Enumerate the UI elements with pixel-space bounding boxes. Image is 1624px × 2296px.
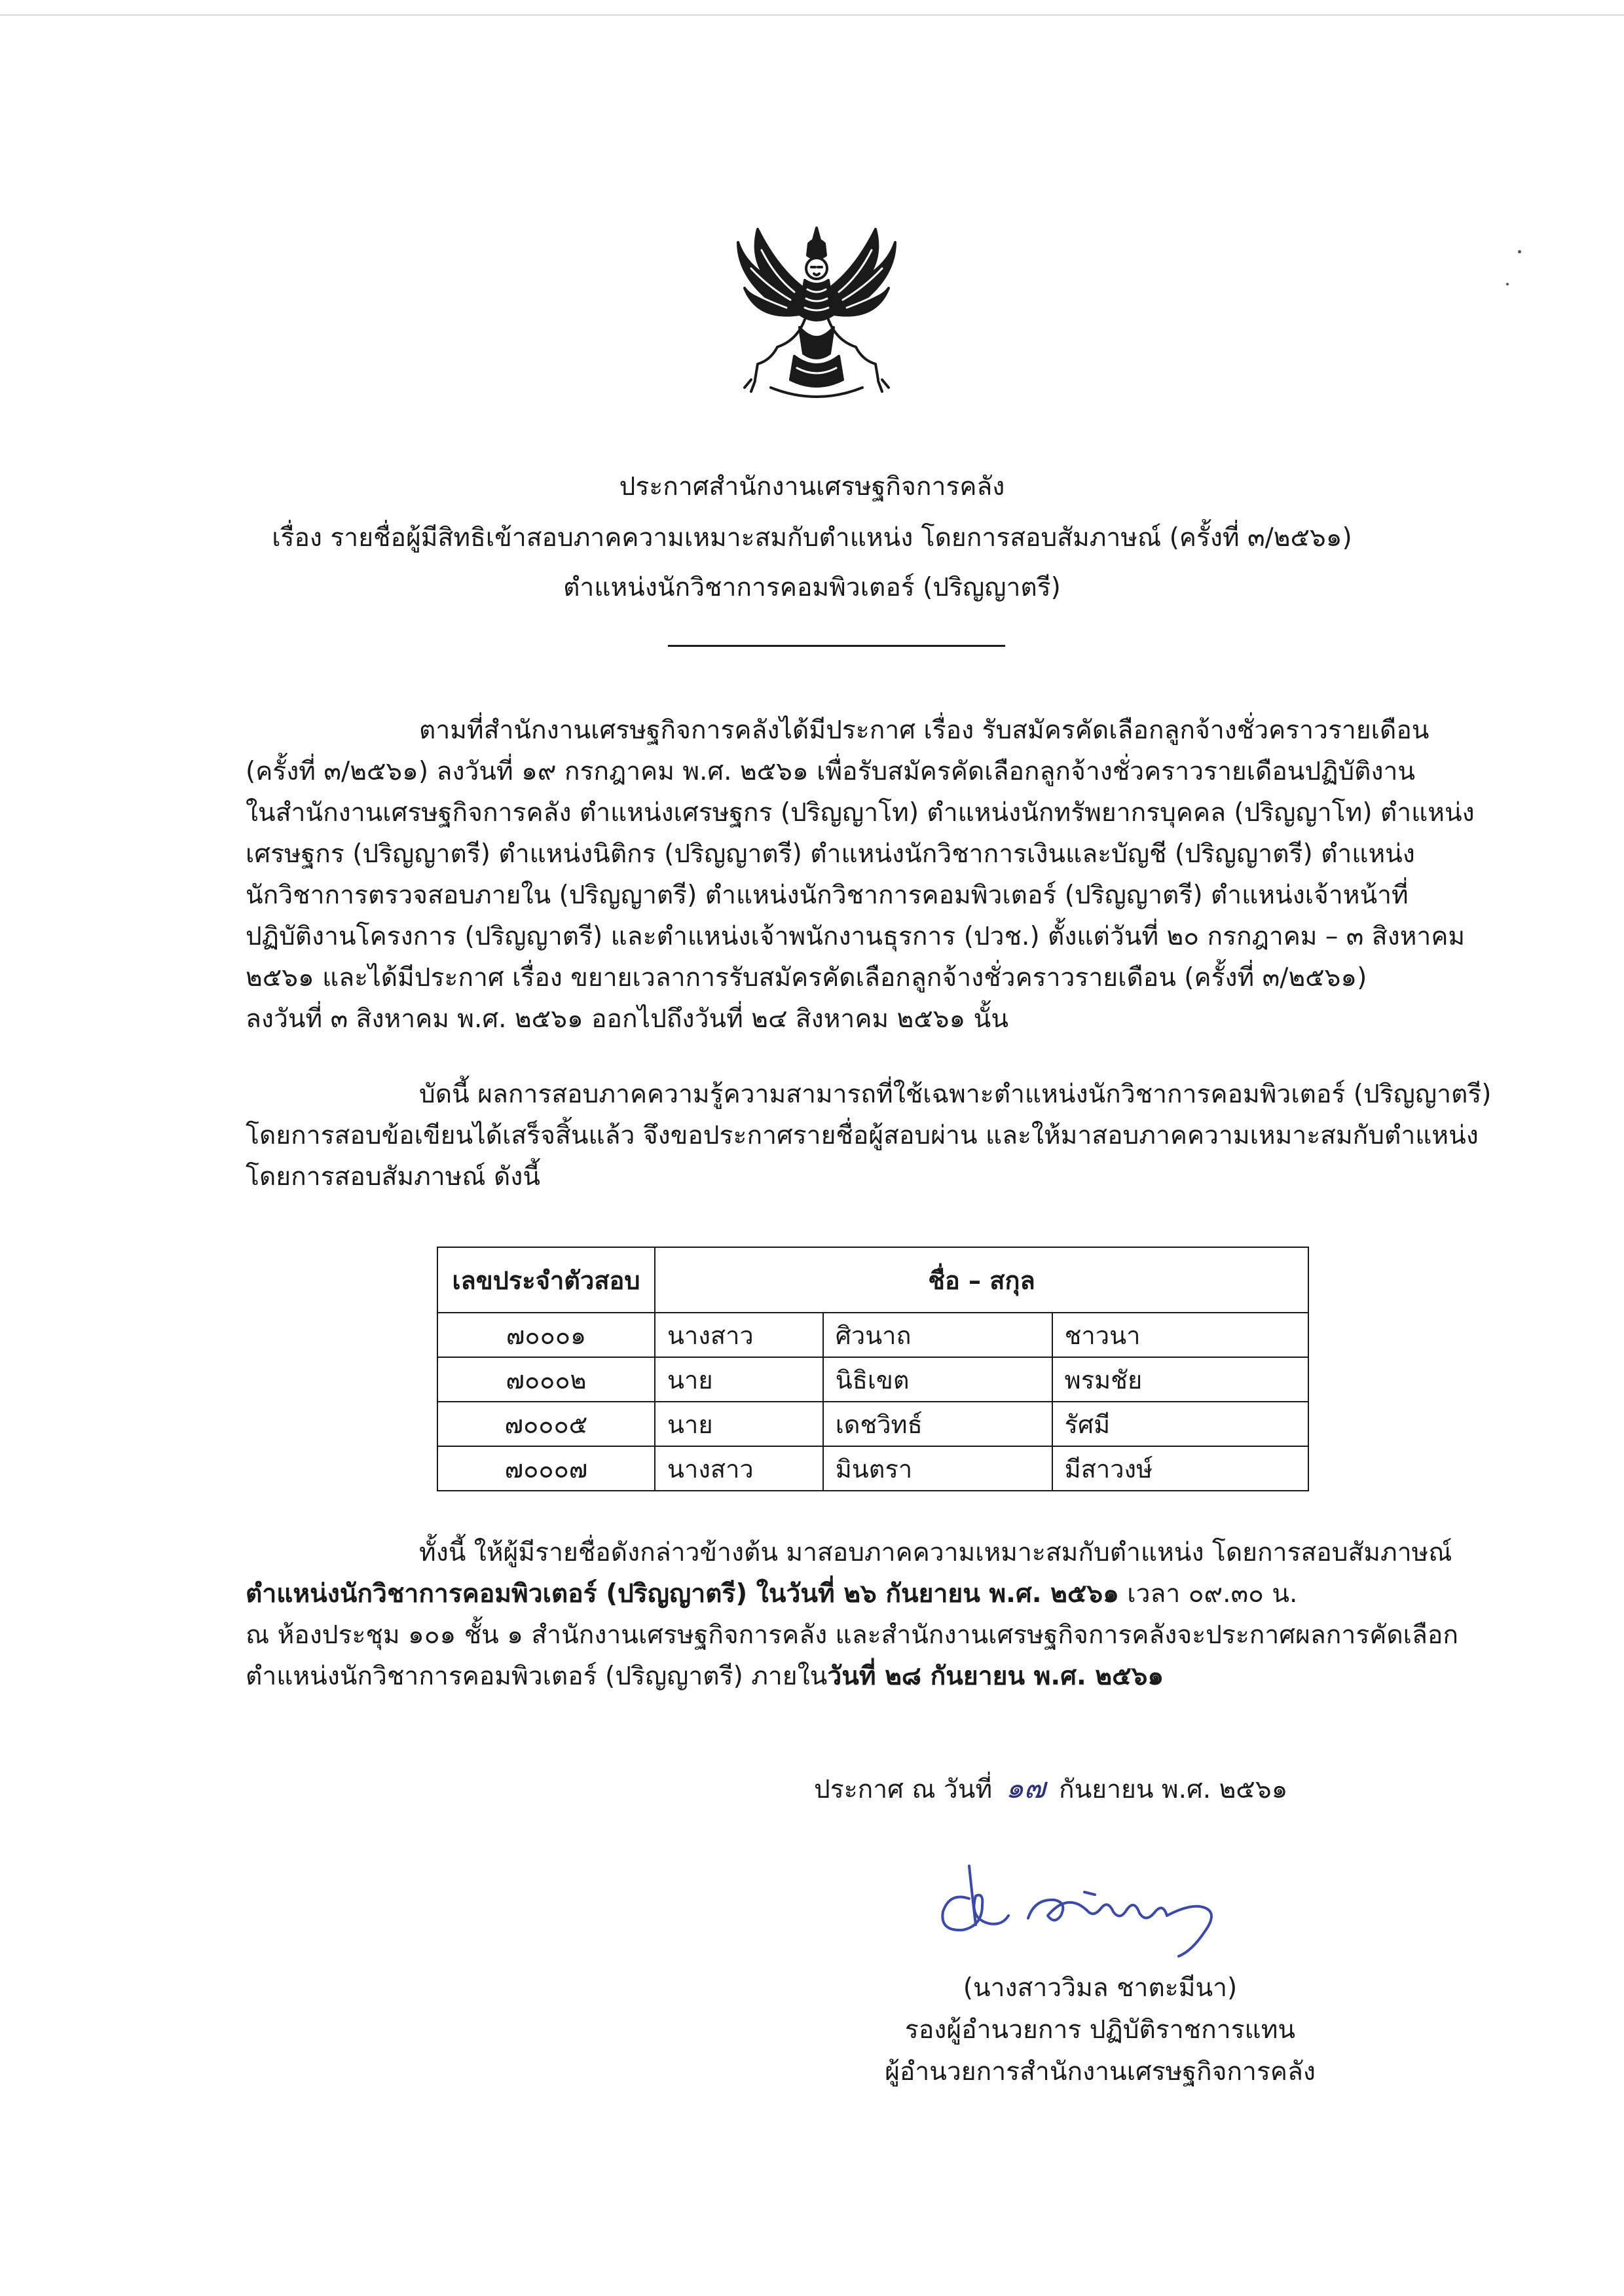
candidate-table <box>437 1247 1309 1491</box>
last-name-cell: พรมชัย <box>1052 1357 1308 1402</box>
scan-speck <box>1518 250 1521 253</box>
handwritten-day: ๑๗ <box>1005 1772 1046 1805</box>
title-cell: นางสาว <box>655 1446 823 1491</box>
last-name-cell: มีสาวงษ์ <box>1052 1446 1308 1491</box>
signer-name: (นางสาววิมล ชาตะมีนา) <box>963 1973 1238 2003</box>
title-cell: นาย <box>655 1402 823 1446</box>
date-prefix: ประกาศ ณ วันที่ <box>814 1775 993 1804</box>
paragraph-line: ๒๕๖๑ และได้มีประกาศ เรื่อง ขยายเวลาการรับสมัครคัดเลือกลูกจ้างชั่วคราวรายเดือน (ครั้งที่ ๓/๒๕๖๑) <box>246 963 1367 993</box>
first-name-cell: นิธิเขต <box>823 1357 1052 1402</box>
scan-edge-line <box>0 14 1624 16</box>
paragraph-line: ในสำนักงานเศรษฐกิจการคลัง ตำแหน่งเศรษฐกร (ปริญญาโท) ตำแหน่งนักทรัพยากรบุคคล (ปริญญาโท) ตำแหน่ง <box>246 798 1475 828</box>
announcement-position: ตำแหน่งนักวิชาการคอมพิวเตอร์ (ปริญญาตรี) <box>563 573 1061 602</box>
table-row <box>437 1313 1308 1357</box>
table-row <box>437 1357 1308 1402</box>
first-name-cell: เดชวิทธ์ <box>823 1402 1052 1446</box>
result-date-bold: วันที่ ๒๘ กันยายน พ.ศ. ๒๕๖๑ <box>827 1662 1164 1691</box>
title-underline <box>668 645 1005 647</box>
scan-speck <box>1506 283 1509 285</box>
last-name-cell: ชาวนา <box>1052 1313 1308 1357</box>
title-cell: นาย <box>655 1357 823 1402</box>
exam-id-cell: ๗๐๐๐๒ <box>437 1357 655 1402</box>
paragraph-background <box>246 710 1483 1040</box>
title-cell: นางสาว <box>655 1313 823 1357</box>
paragraph-line: โดยการสอบสัมภาษณ์ ดังนี้ <box>246 1162 541 1192</box>
paragraph-line <box>246 1656 1483 1697</box>
signer-position: รองผู้อำนวยการ ปฏิบัติราชการแทน <box>904 2015 1296 2045</box>
paragraph-line: บัดนี้ ผลการสอบภาคความรู้ความสามารถที่ใช้เฉพาะตำแหน่งนักวิชาการคอมพิวเตอร์ (ปริญญาตรี) <box>419 1080 1492 1109</box>
paragraph-result <box>246 1074 1492 1197</box>
paragraph-line: โดยการสอบข้อเขียนได้เสร็จสิ้นแล้ว จึงขอประกาศรายชื่อผู้สอบผ่าน และให้มาสอบภาคความเหมาะสมกับตำแหน่ง <box>246 1121 1479 1150</box>
paragraph-line <box>246 1573 1483 1614</box>
last-name-cell: รัศมี <box>1052 1402 1308 1446</box>
announcement-title: ประกาศสำนักงานเศรษฐกิจการคลัง <box>619 472 1005 501</box>
interview-time: เวลา ๐๙.๓๐ น. <box>1118 1579 1298 1609</box>
paragraph-line: นักวิชาการตรวจสอบภายใน (ปริญญาตรี) ตำแหน่งนักวิชาการคอมพิวเตอร์ (ปริญญาตรี) ตำแหน่งเจ้าหน้าที่ <box>246 881 1409 910</box>
announcement-date <box>814 1768 1287 1811</box>
table-row <box>437 1446 1308 1491</box>
date-suffix: กันยายน พ.ศ. ๒๕๖๑ <box>1059 1775 1288 1804</box>
paragraph-line: ปฏิบัติงานโครงการ (ปริญญาตรี) และตำแหน่งเจ้าพนักงานธุรการ (ปวช.) ตั้งแต่วันที่ ๒๐ กรกฎาคม – ๓ สิงหาคม <box>246 922 1466 951</box>
paragraph-interview <box>246 1532 1483 1697</box>
interview-date-bold: ตำแหน่งนักวิชาการคอมพิวเตอร์ (ปริญญาตรี) ในวันที่ ๒๖ กันยายน พ.ศ. ๒๕๖๑ <box>246 1579 1119 1609</box>
table-row <box>437 1402 1308 1446</box>
announcement-subject: เรื่อง รายชื่อผู้มีสิทธิเข้าสอบภาคความเหมาะสมกับตำแหน่ง โดยการสอบสัมภาษณ์ (ครั้งที่ ๓/๒๕๖๑) <box>272 523 1352 553</box>
signature <box>930 1853 1238 1958</box>
table-header-row <box>437 1247 1308 1313</box>
garuda-emblem-icon <box>731 216 902 412</box>
exam-id-cell: ๗๐๐๐๗ <box>437 1446 655 1491</box>
paragraph-line: ณ ห้องประชุม ๑๐๑ ชั้น ๑ สำนักงานเศรษฐกิจการคลัง และสำนักงานเศรษฐกิจการคลังจะประกาศผลการคัดเลือก <box>246 1620 1458 1650</box>
paragraph-line: ตามที่สำนักงานเศรษฐกิจการคลังได้มีประกาศ เรื่อง รับสมัครคัดเลือกลูกจ้างชั่วคราวรายเดือน <box>419 716 1430 745</box>
paragraph-line: (ครั้งที่ ๓/๒๕๖๑) ลงวันที่ ๑๙ กรกฎาคม พ.ศ. ๒๕๖๑ เพื่อรับสมัครคัดเลือกลูกจ้างชั่วคราวรายเดือนปฏิบัติงาน <box>246 757 1416 786</box>
column-header-full-name: ชื่อ – สกุล <box>655 1247 1308 1313</box>
column-header-exam-id: เลขประจำตัวสอบ <box>437 1247 655 1313</box>
paragraph-line: เศรษฐกร (ปริญญาตรี) ตำแหน่งนิติกร (ปริญญาตรี) ตำแหน่งนักวิชาการเงินและบัญชี (ปริญญาตรี) ตำแหน่ง <box>246 839 1415 869</box>
first-name-cell: ศิวนาถ <box>823 1313 1052 1357</box>
paragraph-line: ลงวันที่ ๓ สิงหาคม พ.ศ. ๒๕๖๑ ออกไปถึงวันที่ ๒๔ สิงหาคม ๒๕๖๑ นั้น <box>246 1004 1008 1034</box>
exam-id-cell: ๗๐๐๐๕ <box>437 1402 655 1446</box>
signer-position: ผู้อำนวยการสำนักงานเศรษฐกิจการคลัง <box>885 2057 1316 2086</box>
paragraph-line: ทั้งนี้ ให้ผู้มีรายชื่อดังกล่าวข้างต้น มาสอบภาคความเหมาะสมกับตำแหน่ง โดยการสอบสัมภาษณ์ <box>419 1538 1452 1567</box>
result-position: ตำแหน่งนักวิชาการคอมพิวเตอร์ (ปริญญาตรี) ภายใน <box>246 1662 828 1691</box>
exam-id-cell: ๗๐๐๐๑ <box>437 1313 655 1357</box>
first-name-cell: มินตรา <box>823 1446 1052 1491</box>
